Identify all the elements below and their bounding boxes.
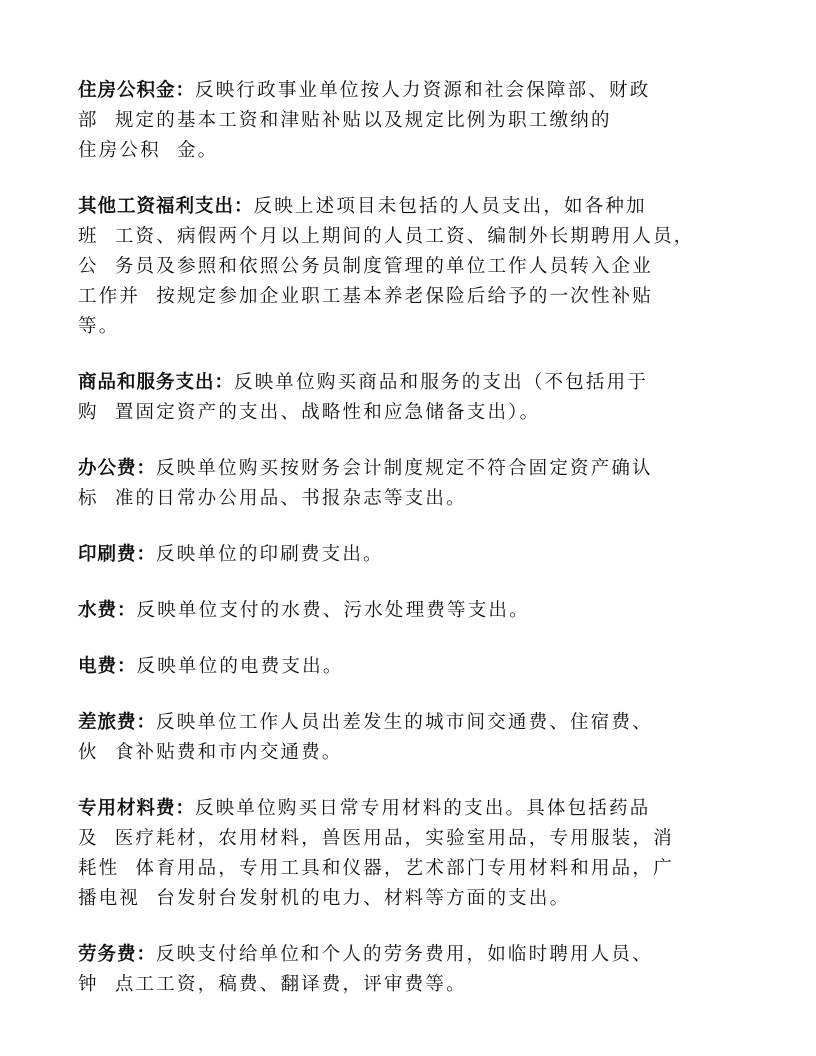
entry-text-line: 反映单位购买商品和服务的支出（不包括用于	[234, 372, 649, 393]
entry-term: 印刷费：	[78, 544, 157, 565]
entry-first-line	[78, 940, 700, 970]
entry-text-line: 反映单位购买按财务会计制度规定不符合固定资产确认	[156, 458, 653, 479]
entry-labor-fee	[78, 940, 700, 1000]
entry-first-line	[78, 192, 700, 222]
entry-term: 其他工资福利支出：	[78, 196, 254, 217]
entry-text-line: 住房公积 金。	[78, 140, 219, 161]
entry-term: 电费：	[78, 656, 137, 677]
entry-first-line	[78, 368, 700, 398]
entry-text-line: 反映行政事业单位按人力资源和社会保障部、财政	[195, 80, 651, 101]
entry-text-line: 伙 食补贴费和市内交通费。	[78, 742, 343, 763]
entry-other-wage-welfare	[78, 192, 700, 342]
entry-text-line: 部 规定的基本工资和津贴补贴以及规定比例为职工缴纳的	[78, 110, 612, 131]
entry-first-line	[78, 652, 700, 682]
document-page	[78, 76, 700, 1026]
entry-text-line: 反映单位支付的水费、污水处理费等支出。	[136, 600, 530, 621]
entry-first-line	[78, 76, 700, 106]
entry-text-line: 反映单位的印刷费支出。	[156, 544, 384, 565]
entry-text-line: 班 工资、病假两个月以上期间的人员工资、编制外长期聘用人员，	[78, 226, 695, 247]
entry-office-expense	[78, 454, 700, 514]
entry-term: 办公费：	[78, 458, 157, 479]
entry-housing-fund	[78, 76, 700, 166]
entry-first-line	[78, 708, 700, 738]
entry-text-line: 反映单位工作人员出差发生的城市间交通费、住宿费、	[156, 712, 653, 733]
entry-travel-expense	[78, 708, 700, 768]
entry-text-line: 工作并 按规定参加企业职工基本养老保险后给予的一次性补贴	[78, 286, 654, 307]
entry-term: 劳务费：	[78, 944, 157, 965]
entry-text-line: 反映单位购买日常专用材料的支出。具体包括药品	[195, 798, 651, 819]
entry-text-line: 播电视 台发射台发射机的电力、材料等方面的支出。	[78, 888, 571, 909]
entry-term: 差旅费：	[78, 712, 157, 733]
entry-text-line: 反映支付给单位和个人的劳务费用，如临时聘用人员、	[156, 944, 653, 965]
entry-term: 水费：	[78, 600, 137, 621]
entry-term: 住房公积金：	[78, 80, 196, 101]
entry-first-line	[78, 454, 700, 484]
entry-text-line: 钟 点工工资，稿费、翻译费，评审费等。	[78, 974, 467, 995]
entry-text-line: 公 务员及参照和依照公务员制度管理的单位工作人员转入企业	[78, 256, 654, 277]
entry-special-materials	[78, 794, 700, 914]
entry-text-line: 购 置固定资产的支出、战略性和应急储备支出）。	[78, 402, 541, 423]
entry-text-line: 及 医疗耗材，农用材料，兽医用品，实验室用品，专用服装，消	[78, 828, 674, 849]
entry-first-line	[78, 794, 700, 824]
entry-term: 专用材料费：	[78, 798, 196, 819]
entry-text-line: 反映上述项目未包括的人员支出，如各种加	[253, 196, 647, 217]
entry-goods-services	[78, 368, 700, 428]
entry-term: 商品和服务支出：	[78, 372, 235, 393]
entry-printing-fee	[78, 540, 700, 570]
entry-text-line: 反映单位的电费支出。	[136, 656, 344, 677]
entry-electricity-fee	[78, 652, 700, 682]
entry-first-line	[78, 596, 700, 626]
entry-water-fee	[78, 596, 700, 626]
entry-text-line: 标 准的日常办公用品、书报杂志等支出。	[78, 488, 467, 509]
entry-text-line: 耗性 体育用品，专用工具和仪器，艺术部门专用材料和用品，广	[78, 858, 674, 879]
entry-text-line: 等。	[78, 316, 120, 337]
entry-first-line	[78, 540, 700, 570]
